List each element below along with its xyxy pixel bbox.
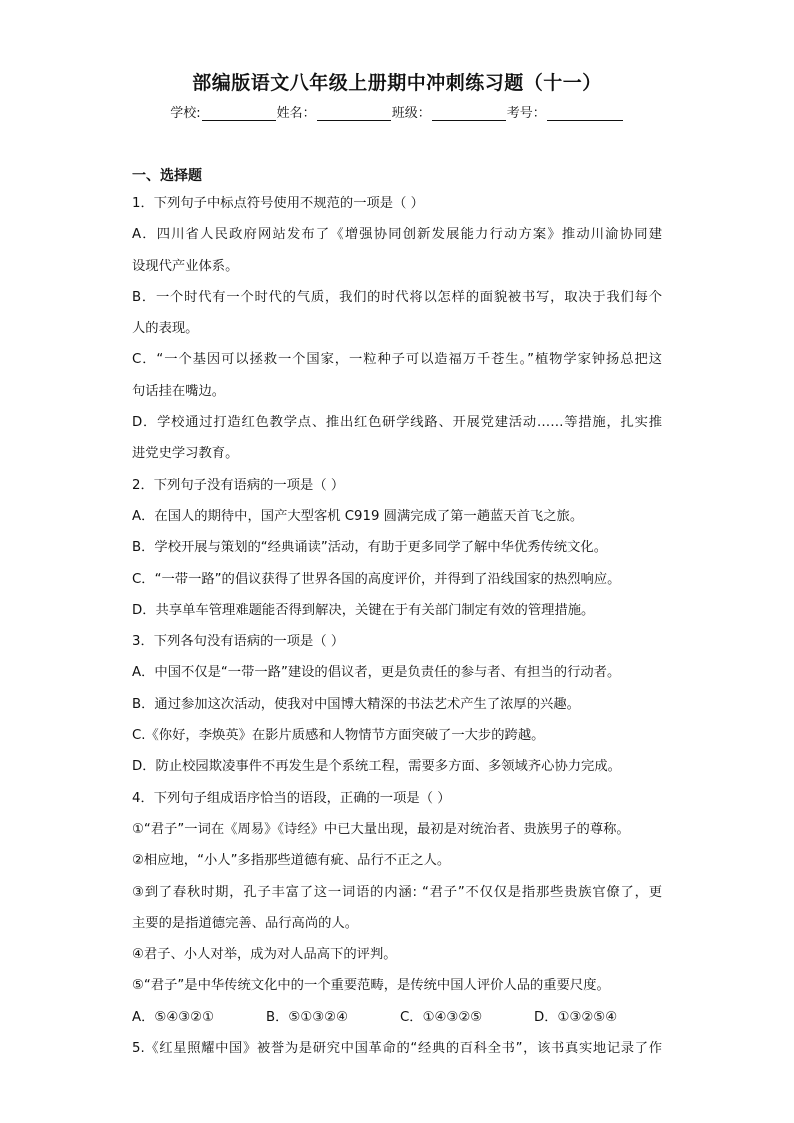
question-2-option-d: D．共享单车管理难题能否得到解决，关键在于有关部门制定有效的管理措施。 — [132, 602, 595, 618]
question-4-option-c: C．①④③②⑤ — [400, 1009, 483, 1025]
class-blank[interactable] — [432, 106, 506, 121]
question-content — [132, 164, 662, 1064]
question-4-sentence-2: ②相应地，“小人”多指那些道德有疵、品行不正之人。 — [132, 853, 451, 869]
student-info-line — [0, 102, 794, 121]
question-4-sentence-4: ④君子、小人对举，成为对人品高下的评判。 — [132, 947, 397, 963]
question-5-stem: 5.《红星照耀中国》被誉为是研究中国革命的“经典的百科全书”，该书真实地记录了作 — [132, 1041, 662, 1057]
question-4-sentence-5: ⑤“君子”是中华传统文化中的一个重要范畴，是传统中国人评价人品的重要尺度。 — [132, 978, 610, 994]
class-label: 班级： — [391, 106, 431, 121]
question-2-stem: 2．下列句子没有语病的一项是（ ） — [132, 477, 345, 493]
school-label: 学校: — [170, 106, 201, 121]
question-4-sentence-1: ①“君子”一词在《周易》《诗经》中已大量出现，最初是对统治者、贵族男子的尊称。 — [132, 821, 630, 837]
question-4-option-a: A．⑤④③②① — [132, 1009, 214, 1025]
question-3-option-a: A．中国不仅是“一带一路”建设的倡议者，更是负责任的参与者、有担当的行动者。 — [132, 665, 621, 681]
question-4-stem: 4．下列句子组成语序恰当的语段，正确的一项是（ ） — [132, 790, 451, 806]
question-2-option-a: A．在国人的期待中，国产大型客机 C919 圆满完成了第一趟蓝天首飞之旅。 — [132, 508, 584, 524]
question-3-stem: 3．下列各句没有语病的一项是（ ） — [132, 634, 345, 650]
number-blank[interactable] — [547, 106, 623, 121]
section-title: 一、选择题 — [132, 168, 202, 184]
number-label: 考号： — [506, 106, 546, 121]
question-1-option-b-cont: 人的表现。 — [132, 321, 199, 337]
question-1-option-d: D．学校通过打造红色教学点、推出红色研学线路、开展党建活动……等措施，扎实推 — [132, 415, 662, 431]
question-1-option-c-cont: 句话挂在嘴边。 — [132, 383, 226, 399]
question-3-option-c: C.《你好，李焕英》在影片质感和人物情节方面突破了一大步的跨越。 — [132, 728, 545, 744]
page-title: 部编版语文八年级上册期中冲刺练习题（十一） — [192, 72, 602, 94]
question-2-option-b: B．学校开展与策划的“经典诵读”活动，有助于更多同学了解中华优秀传统文化。 — [132, 540, 607, 556]
name-label: 姓名： — [276, 106, 316, 121]
question-1-option-a: A．四川省人民政府网站发布了《增强协同创新发展能力行动方案》推动川渝协同建 — [132, 227, 662, 243]
question-1-stem: 1．下列句子中标点符号使用不规范的一项是（ ） — [132, 196, 424, 211]
question-4-option-d: D．①③②⑤④ — [534, 1009, 618, 1025]
question-1-option-d-cont: 进党史学习教育。 — [132, 446, 239, 462]
question-1-option-c: C．“一个基因可以拯救一个国家，一粒种子可以造福万千苍生。”植物学家钟扬总把这 — [132, 352, 662, 368]
question-4-sentence-3-cont: 主要的是指道德完善、品行高尚的人。 — [132, 915, 359, 931]
question-1-option-a-cont: 设现代产业体系。 — [132, 258, 239, 274]
question-4-options — [132, 1002, 662, 1033]
question-2-option-c: C．“一带一路”的倡议获得了世界各国的高度评价，并得到了沿线国家的热烈响应。 — [132, 571, 621, 587]
school-blank[interactable] — [202, 106, 276, 121]
question-4-option-b: B．⑤①③②④ — [266, 1009, 349, 1025]
question-3-option-d: D．防止校园欺凌事件不再发生是个系统工程，需要多方面、多领域齐心协力完成。 — [132, 759, 621, 775]
question-4-sentence-3: ③到了春秋时期，孔子丰富了这一词语的内涵: “君子”不仅仅是指那些贵族官僚了，更 — [132, 884, 662, 900]
question-1-option-b: B．一个时代有一个时代的气质，我们的时代将以怎样的面貌被书写，取决于我们每个 — [132, 289, 662, 305]
question-3-option-b: B．通过参加这次活动，使我对中国博大精深的书法艺术产生了浓厚的兴趣。 — [132, 696, 580, 712]
name-blank[interactable] — [317, 106, 391, 121]
